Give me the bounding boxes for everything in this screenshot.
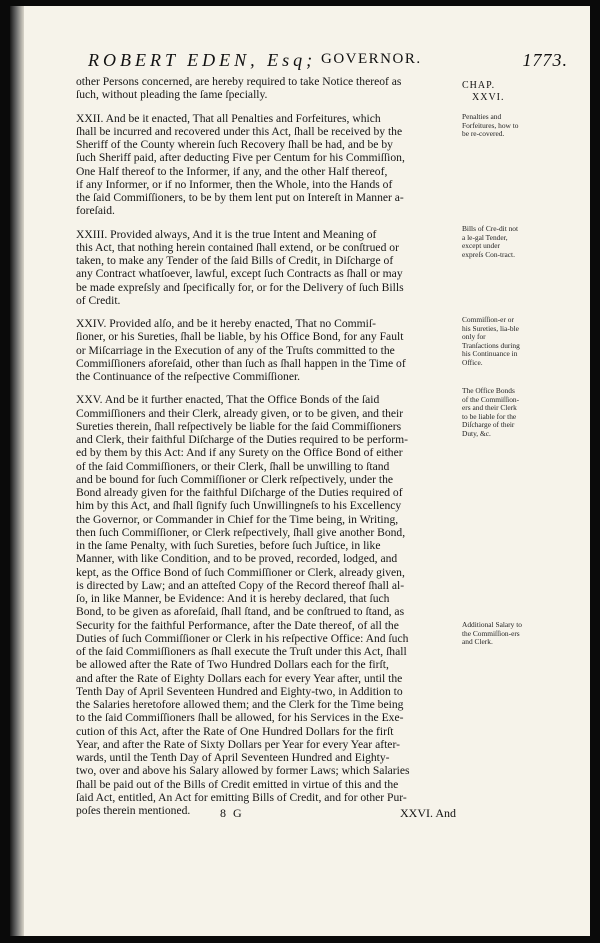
running-head-office: GOVERNOR. (321, 51, 422, 67)
text-line: Bond already given for the faithful Diſcharge of the Duties required of (76, 486, 403, 499)
text-line: Commiſſioners aforeſaid, other than ſuch as ſhall happen in the Time of (76, 356, 406, 370)
margin-note-office-bonds: The Office Bonds of the Commiſſion-ers and their Clerk to be liable for the Diſcharge of their Duty, &c. (462, 386, 520, 438)
text-line: this Act, that nothing herein contained ſhall extend, or be conſtrued or (76, 240, 399, 254)
text-line: be made expreſsly and ſpecifically for, or for the Delivery of ſuch Bills (76, 280, 404, 294)
text-line: then ſuch Commiſſioner, or Clerk reſpectively, ſhall give another Bond, (76, 525, 406, 539)
chapter-label: CHAP. (462, 80, 496, 91)
text-line: XXIV. Provided alſo, and be it hereby enacted, That no Commiſ- (76, 317, 376, 330)
text-line: wards, until the Tenth Day of April Seventeen Hundred and Eighty- (76, 751, 390, 764)
text-line: Bond, to be given as aforeſaid, ſhall ſtand, and be conſtrued to ſtand, as (76, 605, 405, 619)
text-line: ſioner, or his Sureties, ſhall be liable, by his Office Bond, for any Fault (76, 330, 404, 344)
text-line: ſuch, without pleading the ſame ſpecially. (76, 88, 268, 102)
body-text (76, 75, 454, 817)
paragraph-gap (76, 218, 454, 228)
text-line: and be bound for ſuch Commiſſioner or Clerk reſpectively, under the (76, 472, 394, 486)
text-line: taken, to make any Tender of the ſaid Bills of Credit, in Diſcharge of (76, 254, 394, 267)
running-head-year: 1773. (522, 50, 568, 70)
text-line: ſaid Act, entitled, An Act for emitting Bills of Credit, and for other Pur- (76, 790, 407, 804)
text-line: the Governor, or Commander in Chief for the Time being, in Writing, (76, 512, 399, 526)
text-line: of the ſaid Commiſſioners, or their Clerk, ſhall be unwilling to ſtand (76, 459, 390, 473)
text-line: ed by them by this Act: And if any Surety on the Office Bond of either (76, 446, 403, 460)
text-line: of Credit. (76, 293, 121, 307)
text-line: any Contract whatſoever, lawful, except ſuch Contracts as ſhall or may (76, 267, 403, 281)
text-line: ſhall be incurred and recovered under this Act, ſhall be received by the (76, 124, 403, 138)
text-line: ſuch Sheriff paid, after deducting Five per Centum for his Commiſſion, (76, 151, 405, 165)
text-line: Security for the faithful Performance, after the Date thereof, of all the (76, 618, 399, 632)
text-line: be allowed after the Rate of Two Hundred Dollars each for the firſt, (76, 658, 389, 672)
text-line: Tenth Day of April Seventeen Hundred and Eighty-two, in Addition to (76, 684, 403, 698)
text-line: or Miſcarriage in the Execution of any of the Truſts committed to the (76, 343, 395, 357)
text-line: him by this Act, and ſhall ſignify ſuch Unwillingneſs to his Excellency (76, 499, 402, 513)
text-line: the Continuance of the reſpective Commiſſioner. (76, 370, 301, 383)
text-line: to the ſaid Commiſſioners ſhall be allowed, for his Services in the Exe- (76, 711, 404, 725)
text-line: Commiſſioners and their Clerk, already given, or to be given, and their (76, 406, 404, 420)
text-line: Manner, with like Condition, and to be proved, recorded, lodged, and (76, 552, 398, 566)
text-line: XXII. And be it enacted, That all Penalties and Forfeitures, which (76, 111, 381, 125)
paragraph-gap (76, 102, 454, 112)
text-line: is directed by Law; and an atteſted Copy of the Record thereof ſhall al- (76, 578, 405, 592)
text-line: the Salaries heretofore allowed them; and the Clerk for the Time being (76, 698, 404, 711)
text-line: XXIII. Provided always, And it is the true Intent and Meaning of (76, 227, 377, 241)
text-line: the ſaid Commiſſioners, to be by them lent put on Intereſt in Manner a- (76, 191, 404, 204)
catchword: XXVI. And (400, 806, 456, 820)
paragraph-gap (76, 307, 454, 317)
book-page (10, 6, 590, 936)
signature-mark: 8 G (220, 806, 244, 820)
margin-note-additional-salary: Additional Salary to the Commiſſion-ers and Clerk. (462, 620, 522, 647)
text-line: Year, and after the Rate of Sixty Dollars per Year for every Year after- (76, 737, 400, 751)
text-line: two, over and above his Salary allowed by former Laws; which Salaries (76, 764, 410, 778)
margin-note-commissioner-sureties: Commiſſion-er or his Sureties, lia-ble only for Tranſactions during his Continuance in Office. (462, 315, 520, 367)
running-head (88, 50, 568, 72)
text-line: foreſaid. (76, 204, 115, 218)
chapter-number: XXVI. (472, 92, 505, 103)
text-line: kept, as the Office Bond of ſuch Commiſſioner or Clerk, already given, (76, 565, 405, 579)
text-line: if any Informer, or if no Informer, then the Whole, into the Hands of (76, 177, 393, 191)
paragraph-gap (76, 383, 454, 393)
text-line: One Half thereof to the Informer, if any, and the other Half thereof, (76, 164, 388, 178)
text-line: cution of this Act, after the Rate of One Hundred Dollars for the firſt (76, 724, 394, 738)
running-head-name: ROBERT EDEN, Esq; (88, 50, 317, 70)
chapter-marker (462, 80, 505, 104)
text-line: Sheriff of the County wherein ſuch Recovery ſhall be had, and be by (76, 138, 393, 151)
text-line: ſo, in like Manner, be Evidence: And it is hereby declared, that ſuch (76, 592, 390, 605)
text-line: and after the Rate of Eighty Dollars each for every Year after, until the (76, 671, 403, 685)
text-line: poſes therein mentioned. (76, 804, 191, 817)
text-line: and Clerk, their faithful Diſcharge of the Duties required to be perform- (76, 433, 409, 446)
text-line: other Persons concerned, are hereby required to take Notice thereof as (76, 75, 402, 88)
text-line: of the ſaid Commiſſioners as ſhall execute the Truſt under this Act, ſhall (76, 645, 407, 658)
margin-note-bills-of-credit: Bills of Cre-dit not a le-gal Tender, except under expreſs Con-tract. (462, 224, 519, 259)
text-line: Sureties therein, ſhall reſpectively be liable for the ſaid Commiſſioners (76, 419, 402, 433)
text-line: XXV. And be it further enacted, That the Office Bonds of the ſaid (76, 393, 380, 407)
text-line: Duties of ſuch Commiſſioner or Clerk in his reſpective Office: And ſuch (76, 631, 409, 645)
text-line: in the ſame Penalty, with ſuch Sureties, before ſuch Juſtice, in like (76, 539, 381, 552)
margin-note-penalties: Penalties and Forfeitures, how to be re-covered. (462, 112, 519, 139)
text-line: ſhall be paid out of the Bills of Credit emitted in virtue of this and the (76, 777, 399, 791)
binding-gutter (10, 6, 24, 936)
